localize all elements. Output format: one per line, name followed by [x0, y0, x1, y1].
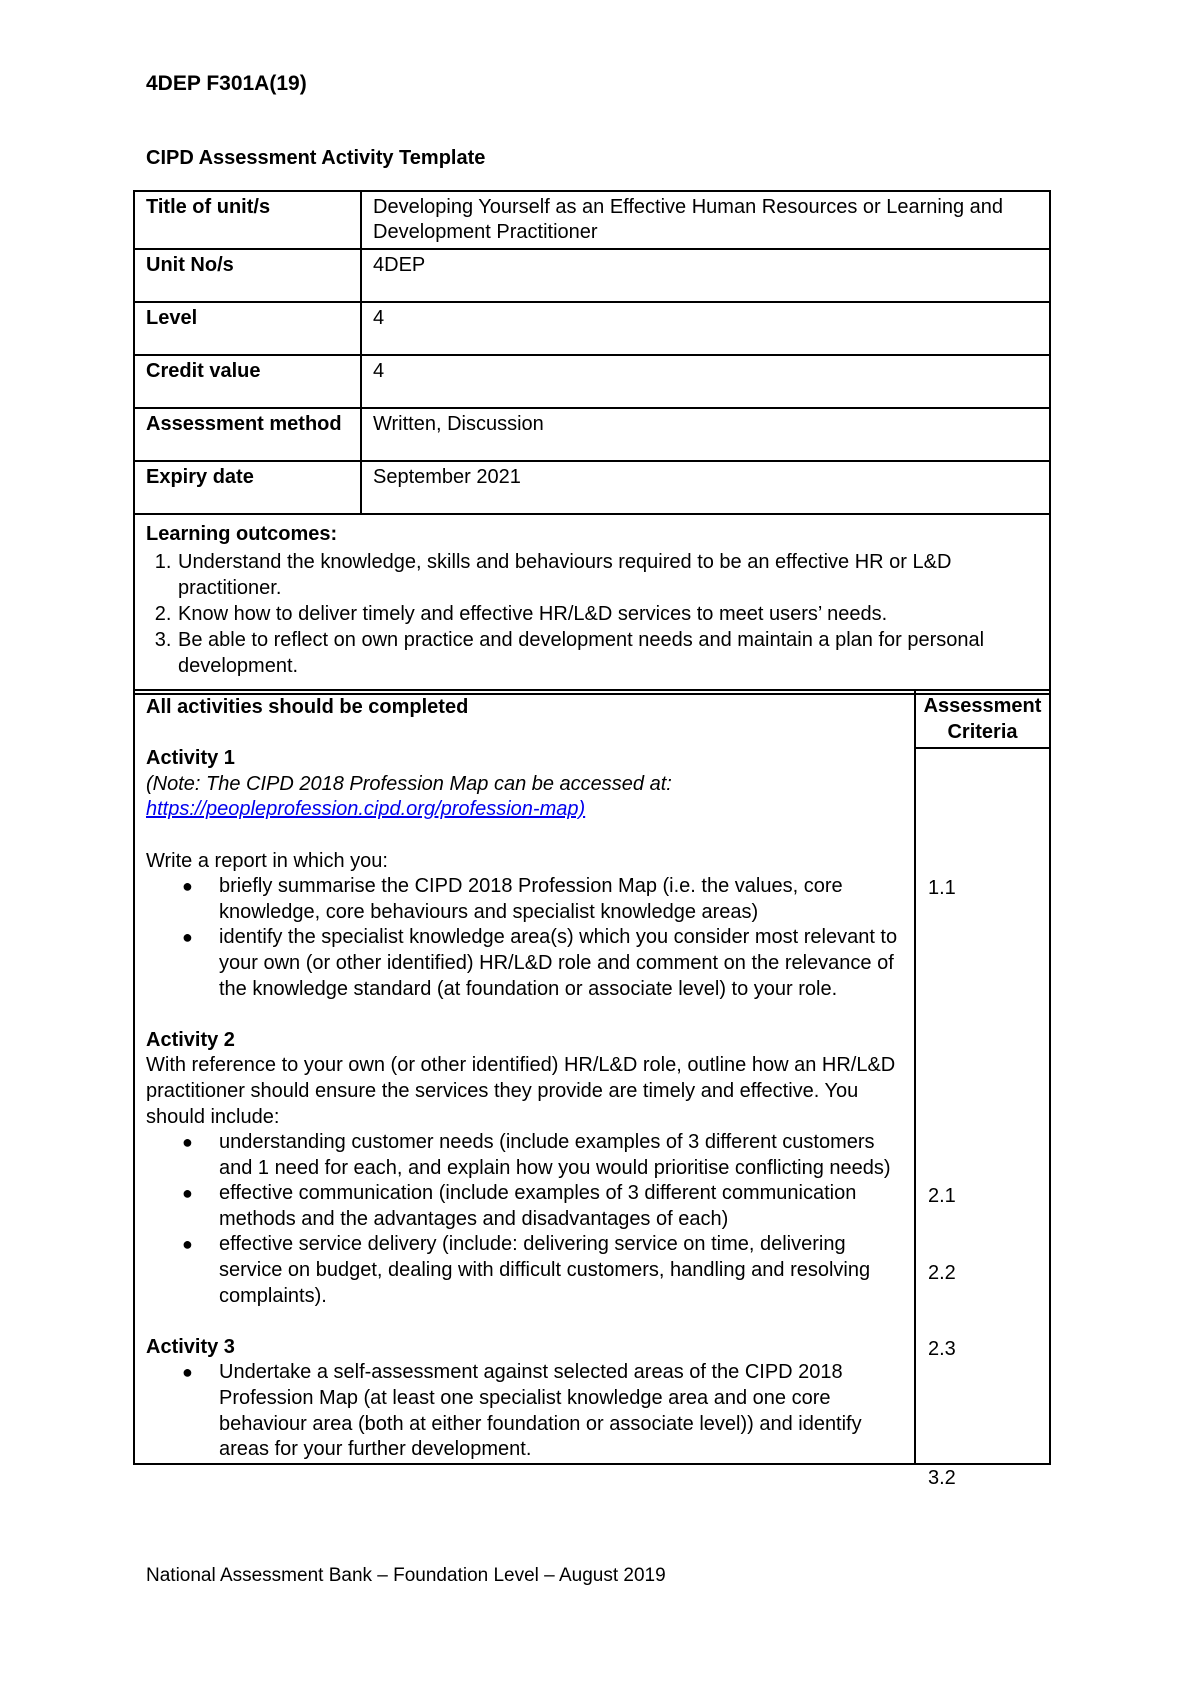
value-title-of-unit: Developing Yourself as an Effective Human Resources or Learning and Development Practitioner [361, 191, 1050, 249]
label-title-of-unit: Title of unit/s [134, 191, 361, 249]
activity-1-bullets [146, 874, 904, 1002]
list-item [182, 1232, 904, 1309]
list-item [182, 1181, 904, 1232]
table-row [134, 461, 1050, 514]
bullet-icon: ● [182, 927, 193, 948]
learning-outcomes-list [146, 549, 1039, 679]
unit-details-table [133, 190, 1051, 695]
bullet-icon: ● [182, 1234, 193, 1255]
activities-content [134, 690, 915, 1464]
criteria-value: 2.2 [928, 1262, 956, 1284]
criteria-value: 2.1 [928, 1185, 956, 1207]
activity-3-bullets [146, 1360, 904, 1462]
list-item [182, 1130, 904, 1181]
bullet-text: identify the specialist knowledge area(s) which you consider most relevant to your own (or other identified) HR/L&D role and comment on the relevance of the knowledge standard (at foundation or associate level) to your role. [219, 926, 898, 1000]
assessment-criteria-column [915, 748, 1050, 1489]
activity-3-title: Activity 3 [146, 1335, 235, 1358]
bullet-text: Undertake a self-assessment against selected areas of the CIPD 2018 Profession Map (at least one specialist knowledge area and one core behaviour area (both at either foundation or associate level)) and identify areas for your further development. [219, 1361, 862, 1461]
bullet-text: understanding customer needs (include examples of 3 different customers and 1 need for each, and explain how you would prioritise conflicting needs) [219, 1131, 891, 1179]
bullet-text: effective service delivery (include: delivering service on time, delivering service on budget, dealing with difficult customers, handling and resolving complaints). [219, 1233, 871, 1307]
label-unit-no: Unit No/s [134, 249, 361, 302]
learning-outcomes-row [134, 514, 1050, 694]
document-code: 4DEP F301A(19) [146, 72, 307, 95]
bullet-icon: ● [182, 1132, 193, 1153]
activities-heading: All activities should be completed [146, 696, 469, 718]
table-row [134, 355, 1050, 408]
profession-map-link[interactable]: https://peopleprofession.cipd.org/profession-map) [146, 798, 586, 821]
activity-1-title: Activity 1 [146, 747, 235, 770]
learning-outcomes [134, 514, 1050, 694]
table-row [134, 690, 1050, 748]
table-row [134, 249, 1050, 302]
criteria-value: 2.3 [928, 1338, 956, 1360]
activity-1-note: (Note: The CIPD 2018 Profession Map can be accessed at: [146, 772, 672, 795]
bullet-text: briefly summarise the CIPD 2018 Profession Map (i.e. the values, core knowledge, core behaviours and specialist knowledge areas) [219, 875, 843, 923]
list-item: 2. Know how to deliver timely and effective HR/L&D services to meet users’ needs. [177, 601, 1039, 627]
footer-text: National Assessment Bank – Foundation Level – August 2019 [146, 1565, 666, 1586]
label-expiry-date: Expiry date [134, 461, 361, 514]
list-item: 1. Understand the knowledge, skills and behaviours required to be an effective HR or L&D practitioner. [177, 549, 1039, 601]
table-row [134, 191, 1050, 249]
activity-2-bullets [146, 1130, 904, 1309]
learning-outcomes-heading: Learning outcomes: [146, 523, 338, 545]
value-expiry-date: September 2021 [361, 461, 1050, 514]
label-level: Level [134, 302, 361, 355]
activity-2-intro: With reference to your own (or other identified) HR/L&D role, outline how an HR/L&D practitioner should ensure the services they provide are timely and effective. You should include: [146, 1054, 896, 1128]
table-row [134, 408, 1050, 461]
activity-1-intro: Write a report in which you: [146, 849, 388, 872]
list-item [182, 925, 904, 1002]
list-item [182, 1360, 904, 1462]
criteria-value: 1.1 [928, 877, 956, 899]
page-title: CIPD Assessment Activity Template [146, 147, 486, 169]
criteria-value: 3.2 [928, 1467, 956, 1489]
activity-2-title: Activity 2 [146, 1028, 235, 1051]
table-row [134, 302, 1050, 355]
value-assessment-method: Written, Discussion [361, 408, 1050, 461]
bullet-icon: ● [182, 1183, 193, 1204]
assessment-criteria-heading: Assessment Criteria [915, 690, 1050, 748]
bullet-icon: ● [182, 876, 193, 897]
list-item: 3. Be able to reflect on own practice and development needs and maintain a plan for personal development. [177, 627, 1039, 679]
activities-table [133, 689, 1051, 1489]
bullet-text: effective communication (include examples of 3 different communication methods and the advantages and disadvantages of each) [219, 1182, 857, 1230]
list-item [182, 874, 904, 925]
label-credit-value: Credit value [134, 355, 361, 408]
value-credit-value: 4 [361, 355, 1050, 408]
value-level: 4 [361, 302, 1050, 355]
label-assessment-method: Assessment method [134, 408, 361, 461]
value-unit-no: 4DEP [361, 249, 1050, 302]
bullet-icon: ● [182, 1362, 193, 1383]
